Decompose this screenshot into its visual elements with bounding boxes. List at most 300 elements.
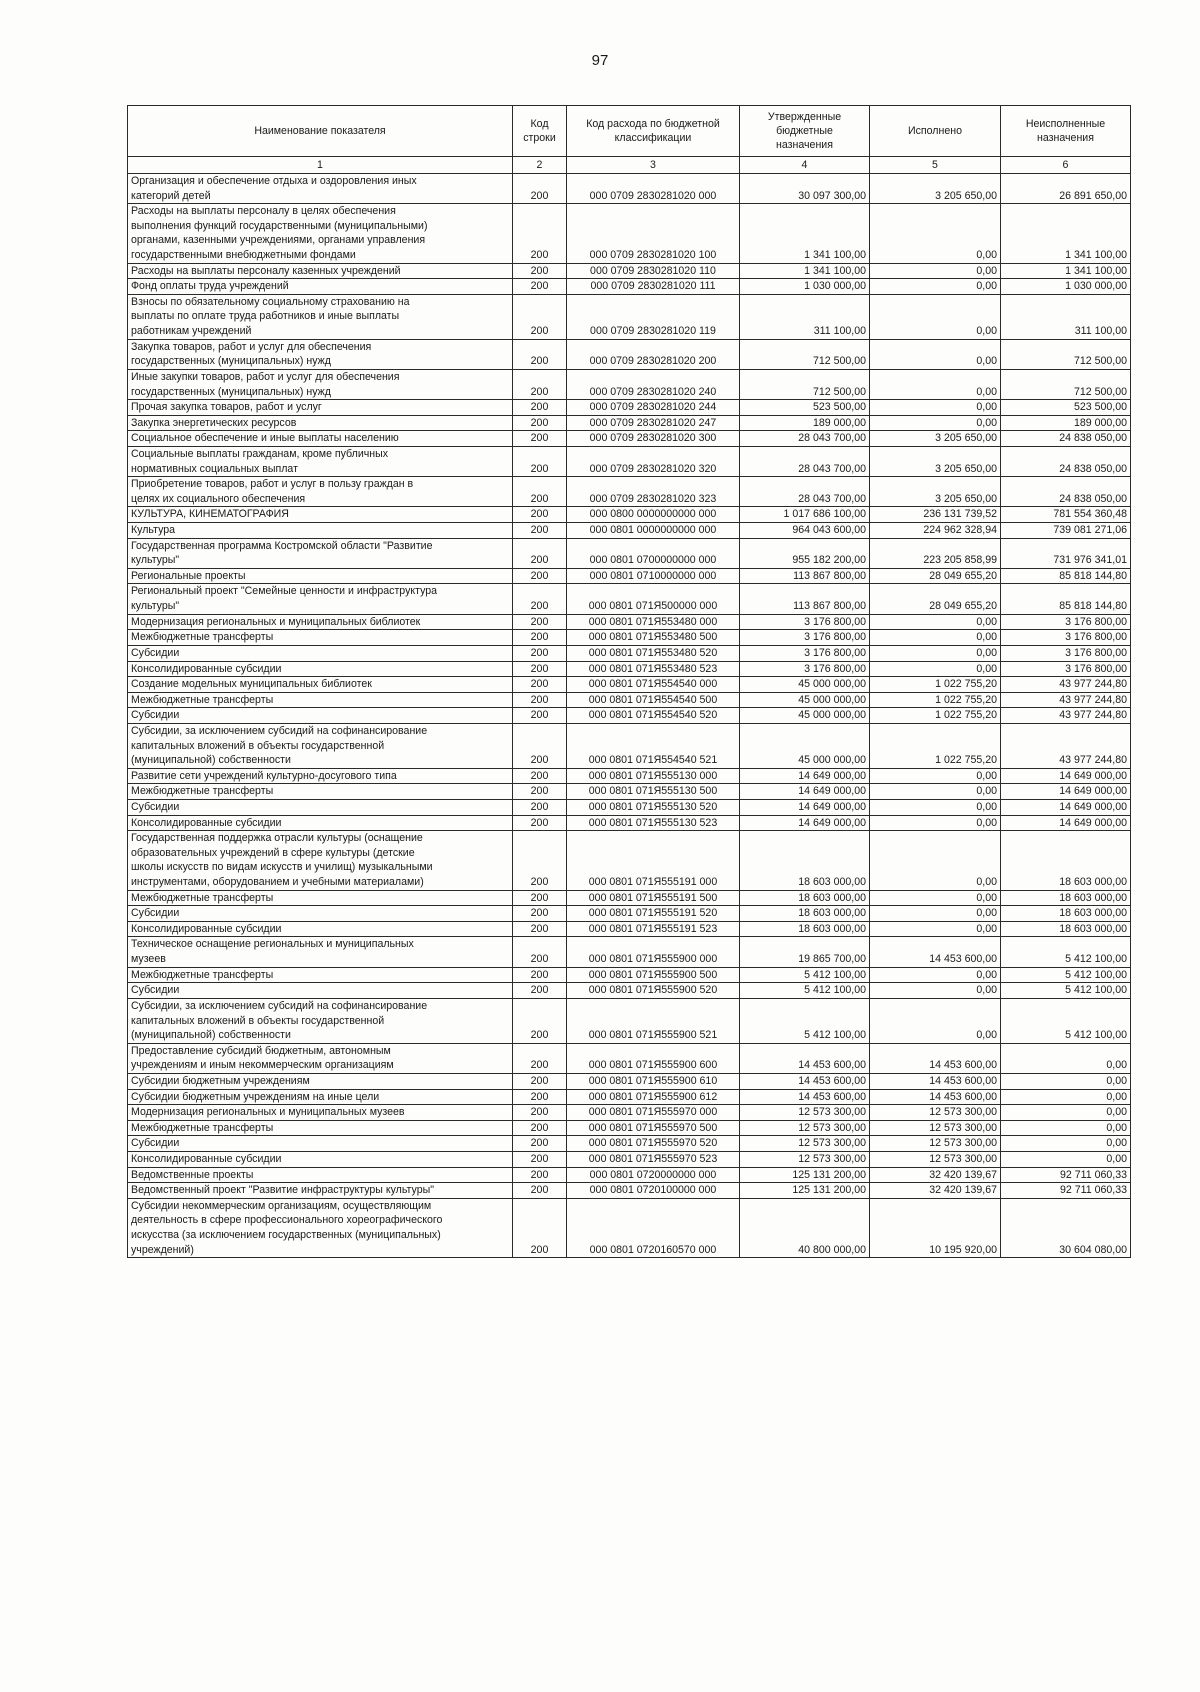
indicator-name-cell: Консолидированные субсидии xyxy=(128,815,513,831)
table-row xyxy=(128,1089,1131,1105)
budget-code-cell: 000 0801 071Я554540 500 xyxy=(567,692,740,708)
approved-amount-cell: 28 043 700,00 xyxy=(740,477,870,507)
column-index: 3 xyxy=(567,157,740,174)
unexecuted-amount-cell: 3 176 800,00 xyxy=(1001,645,1131,661)
page-number: 97 xyxy=(591,52,609,69)
approved-amount-cell: 125 131 200,00 xyxy=(740,1183,870,1199)
indicator-name-cell: Субсидии бюджетным учреждениям xyxy=(128,1073,513,1089)
table-row xyxy=(128,477,1131,507)
unexecuted-amount-cell: 14 649 000,00 xyxy=(1001,799,1131,815)
executed-amount-cell: 0,00 xyxy=(870,784,1001,800)
executed-amount-cell: 0,00 xyxy=(870,799,1001,815)
approved-amount-cell: 189 000,00 xyxy=(740,415,870,431)
budget-code-cell: 000 0709 2830281020 320 xyxy=(567,446,740,476)
table-row xyxy=(128,661,1131,677)
indicator-name-cell: Субсидии xyxy=(128,983,513,999)
budget-code-cell: 000 0801 071Я553480 500 xyxy=(567,630,740,646)
row-code-cell: 200 xyxy=(513,339,567,369)
row-code-cell: 200 xyxy=(513,584,567,614)
approved-amount-cell: 45 000 000,00 xyxy=(740,708,870,724)
row-code-cell: 200 xyxy=(513,921,567,937)
row-code-cell: 200 xyxy=(513,661,567,677)
unexecuted-amount-cell: 712 500,00 xyxy=(1001,339,1131,369)
row-code-cell: 200 xyxy=(513,523,567,539)
unexecuted-amount-cell: 5 412 100,00 xyxy=(1001,937,1131,967)
unexecuted-amount-cell: 92 711 060,33 xyxy=(1001,1183,1131,1199)
executed-amount-cell: 14 453 600,00 xyxy=(870,937,1001,967)
unexecuted-amount-cell: 24 838 050,00 xyxy=(1001,477,1131,507)
executed-amount-cell: 0,00 xyxy=(870,983,1001,999)
budget-code-cell: 000 0801 071Я555970 523 xyxy=(567,1152,740,1168)
unexecuted-amount-cell: 43 977 244,80 xyxy=(1001,723,1131,768)
unexecuted-amount-cell: 0,00 xyxy=(1001,1089,1131,1105)
budget-code-cell: 000 0801 071Я555900 612 xyxy=(567,1089,740,1105)
column-index: 1 xyxy=(128,157,513,174)
indicator-name-cell: Субсидии xyxy=(128,906,513,922)
indicator-name-cell: Субсидии xyxy=(128,1136,513,1152)
row-code-cell: 200 xyxy=(513,446,567,476)
row-code-cell: 200 xyxy=(513,1089,567,1105)
unexecuted-amount-cell: 43 977 244,80 xyxy=(1001,677,1131,693)
budget-code-cell: 000 0709 2830281020 000 xyxy=(567,174,740,204)
unexecuted-amount-cell: 781 554 360,48 xyxy=(1001,507,1131,523)
executed-amount-cell: 0,00 xyxy=(870,967,1001,983)
executed-amount-cell: 1 022 755,20 xyxy=(870,708,1001,724)
indicator-name-cell: Прочая закупка товаров, работ и услуг xyxy=(128,400,513,416)
executed-amount-cell: 28 049 655,20 xyxy=(870,584,1001,614)
budget-code-cell: 000 0709 2830281020 323 xyxy=(567,477,740,507)
unexecuted-amount-cell: 92 711 060,33 xyxy=(1001,1167,1131,1183)
approved-amount-cell: 45 000 000,00 xyxy=(740,692,870,708)
unexecuted-amount-cell: 1 341 100,00 xyxy=(1001,263,1131,279)
table-row xyxy=(128,921,1131,937)
approved-amount-cell: 30 097 300,00 xyxy=(740,174,870,204)
table-row xyxy=(128,339,1131,369)
unexecuted-amount-cell: 0,00 xyxy=(1001,1105,1131,1121)
budget-execution-table xyxy=(127,105,1131,1258)
approved-amount-cell: 1 341 100,00 xyxy=(740,263,870,279)
approved-amount-cell: 14 649 000,00 xyxy=(740,768,870,784)
unexecuted-amount-cell: 3 176 800,00 xyxy=(1001,661,1131,677)
indicator-name-cell: КУЛЬТУРА, КИНЕМАТОГРАФИЯ xyxy=(128,507,513,523)
executed-amount-cell: 10 195 920,00 xyxy=(870,1198,1001,1257)
row-code-cell: 200 xyxy=(513,1183,567,1199)
row-code-cell: 200 xyxy=(513,815,567,831)
executed-amount-cell: 0,00 xyxy=(870,400,1001,416)
executed-amount-cell: 12 573 300,00 xyxy=(870,1152,1001,1168)
executed-amount-cell: 3 205 650,00 xyxy=(870,174,1001,204)
row-code-cell: 200 xyxy=(513,645,567,661)
indicator-name-cell: Ведомственный проект "Развитие инфраструктуры культуры" xyxy=(128,1183,513,1199)
unexecuted-amount-cell: 26 891 650,00 xyxy=(1001,174,1131,204)
column-index: 4 xyxy=(740,157,870,174)
row-code-cell: 200 xyxy=(513,1073,567,1089)
budget-code-cell: 000 0801 071Я555970 500 xyxy=(567,1120,740,1136)
row-code-cell: 200 xyxy=(513,784,567,800)
budget-code-cell: 000 0801 071Я554540 521 xyxy=(567,723,740,768)
executed-amount-cell: 14 453 600,00 xyxy=(870,1073,1001,1089)
budget-code-cell: 000 0801 071Я553480 523 xyxy=(567,661,740,677)
executed-amount-cell: 223 205 858,99 xyxy=(870,538,1001,568)
executed-amount-cell: 12 573 300,00 xyxy=(870,1120,1001,1136)
budget-code-cell: 000 0709 2830281020 247 xyxy=(567,415,740,431)
approved-amount-cell: 14 649 000,00 xyxy=(740,799,870,815)
budget-code-cell: 000 0709 2830281020 119 xyxy=(567,294,740,339)
table-row xyxy=(128,1043,1131,1073)
table-row xyxy=(128,815,1131,831)
unexecuted-amount-cell: 0,00 xyxy=(1001,1073,1131,1089)
table-row xyxy=(128,446,1131,476)
row-code-cell: 200 xyxy=(513,1152,567,1168)
table-row xyxy=(128,431,1131,447)
unexecuted-amount-cell: 189 000,00 xyxy=(1001,415,1131,431)
executed-amount-cell: 0,00 xyxy=(870,768,1001,784)
column-index: 5 xyxy=(870,157,1001,174)
unexecuted-amount-cell: 0,00 xyxy=(1001,1043,1131,1073)
indicator-name-cell: Субсидии бюджетным учреждениям на иные цели xyxy=(128,1089,513,1105)
table-row xyxy=(128,584,1131,614)
row-code-cell: 200 xyxy=(513,204,567,263)
table-row xyxy=(128,645,1131,661)
unexecuted-amount-cell: 43 977 244,80 xyxy=(1001,708,1131,724)
column-index: 2 xyxy=(513,157,567,174)
indicator-name-cell: Субсидии xyxy=(128,799,513,815)
budget-code-cell: 000 0709 2830281020 200 xyxy=(567,339,740,369)
table-row xyxy=(128,1198,1131,1257)
approved-amount-cell: 964 043 600,00 xyxy=(740,523,870,539)
table-row xyxy=(128,1136,1131,1152)
unexecuted-amount-cell: 43 977 244,80 xyxy=(1001,692,1131,708)
budget-code-cell: 000 0801 0710000000 000 xyxy=(567,568,740,584)
indicator-name-cell: Иные закупки товаров, работ и услуг для обеспечения государственных (муниципальных) нужд xyxy=(128,369,513,399)
approved-amount-cell: 28 043 700,00 xyxy=(740,446,870,476)
indicator-name-cell: Расходы на выплаты персоналу казенных учреждений xyxy=(128,263,513,279)
unexecuted-amount-cell: 24 838 050,00 xyxy=(1001,431,1131,447)
indicator-name-cell: Создание модельных муниципальных библиотек xyxy=(128,677,513,693)
header-index-row xyxy=(128,157,1131,174)
table-row xyxy=(128,174,1131,204)
row-code-cell: 200 xyxy=(513,998,567,1043)
budget-code-cell: 000 0801 071Я555900 000 xyxy=(567,937,740,967)
row-code-cell: 200 xyxy=(513,630,567,646)
budget-code-cell: 000 0801 071Я553480 000 xyxy=(567,614,740,630)
indicator-name-cell: Организация и обеспечение отдыха и оздоровления иных категорий детей xyxy=(128,174,513,204)
approved-amount-cell: 19 865 700,00 xyxy=(740,937,870,967)
executed-amount-cell: 32 420 139,67 xyxy=(870,1167,1001,1183)
budget-code-cell: 000 0801 071Я555130 523 xyxy=(567,815,740,831)
unexecuted-amount-cell: 3 176 800,00 xyxy=(1001,630,1131,646)
row-code-cell: 200 xyxy=(513,723,567,768)
approved-amount-cell: 40 800 000,00 xyxy=(740,1198,870,1257)
budget-code-cell: 000 0801 071Я555900 600 xyxy=(567,1043,740,1073)
table-row xyxy=(128,1120,1131,1136)
row-code-cell: 200 xyxy=(513,400,567,416)
approved-amount-cell: 1 341 100,00 xyxy=(740,204,870,263)
budget-code-cell: 000 0801 071Я555970 520 xyxy=(567,1136,740,1152)
row-code-cell: 200 xyxy=(513,1120,567,1136)
table-header xyxy=(128,106,1131,174)
executed-amount-cell: 0,00 xyxy=(870,998,1001,1043)
row-code-cell: 200 xyxy=(513,831,567,890)
indicator-name-cell: Межбюджетные трансферты xyxy=(128,1120,513,1136)
approved-amount-cell: 18 603 000,00 xyxy=(740,831,870,890)
indicator-name-cell: Социальное обеспечение и иные выплаты населению xyxy=(128,431,513,447)
table-row xyxy=(128,263,1131,279)
budget-code-cell: 000 0801 0720000000 000 xyxy=(567,1167,740,1183)
unexecuted-amount-cell: 5 412 100,00 xyxy=(1001,967,1131,983)
unexecuted-amount-cell: 1 030 000,00 xyxy=(1001,279,1131,295)
executed-amount-cell: 0,00 xyxy=(870,645,1001,661)
table-row xyxy=(128,768,1131,784)
row-code-cell: 200 xyxy=(513,415,567,431)
unexecuted-amount-cell: 739 081 271,06 xyxy=(1001,523,1131,539)
table-row xyxy=(128,799,1131,815)
indicator-name-cell: Межбюджетные трансферты xyxy=(128,692,513,708)
unexecuted-amount-cell: 0,00 xyxy=(1001,1152,1131,1168)
row-code-cell: 200 xyxy=(513,983,567,999)
indicator-name-cell: Модернизация региональных и муниципальных библиотек xyxy=(128,614,513,630)
row-code-cell: 200 xyxy=(513,1167,567,1183)
approved-amount-cell: 12 573 300,00 xyxy=(740,1105,870,1121)
indicator-name-cell: Консолидированные субсидии xyxy=(128,921,513,937)
header-budget-classification-code: Код расхода по бюджетной классификации xyxy=(567,106,740,157)
executed-amount-cell: 3 205 650,00 xyxy=(870,431,1001,447)
indicator-name-cell: Ведомственные проекты xyxy=(128,1167,513,1183)
approved-amount-cell: 955 182 200,00 xyxy=(740,538,870,568)
indicator-name-cell: Межбюджетные трансферты xyxy=(128,890,513,906)
approved-amount-cell: 113 867 800,00 xyxy=(740,584,870,614)
table-row xyxy=(128,538,1131,568)
executed-amount-cell: 12 573 300,00 xyxy=(870,1136,1001,1152)
approved-amount-cell: 3 176 800,00 xyxy=(740,661,870,677)
budget-code-cell: 000 0801 0720160570 000 xyxy=(567,1198,740,1257)
approved-amount-cell: 28 043 700,00 xyxy=(740,431,870,447)
row-code-cell: 200 xyxy=(513,890,567,906)
approved-amount-cell: 712 500,00 xyxy=(740,339,870,369)
indicator-name-cell: Модернизация региональных и муниципальных музеев xyxy=(128,1105,513,1121)
executed-amount-cell: 0,00 xyxy=(870,921,1001,937)
budget-code-cell: 000 0801 071Я555191 523 xyxy=(567,921,740,937)
budget-code-cell: 000 0709 2830281020 244 xyxy=(567,400,740,416)
indicator-name-cell: Государственная программа Костромской области "Развитие культуры" xyxy=(128,538,513,568)
header-indicator-name: Наименование показателя xyxy=(128,106,513,157)
row-code-cell: 200 xyxy=(513,692,567,708)
executed-amount-cell: 0,00 xyxy=(870,279,1001,295)
approved-amount-cell: 12 573 300,00 xyxy=(740,1136,870,1152)
approved-amount-cell: 5 412 100,00 xyxy=(740,998,870,1043)
table-row xyxy=(128,204,1131,263)
executed-amount-cell: 0,00 xyxy=(870,614,1001,630)
table-row xyxy=(128,890,1131,906)
budget-code-cell: 000 0801 0000000000 000 xyxy=(567,523,740,539)
indicator-name-cell: Межбюджетные трансферты xyxy=(128,630,513,646)
table-row xyxy=(128,708,1131,724)
approved-amount-cell: 18 603 000,00 xyxy=(740,890,870,906)
table-row xyxy=(128,998,1131,1043)
header-row xyxy=(128,106,1131,157)
approved-amount-cell: 523 500,00 xyxy=(740,400,870,416)
table-row xyxy=(128,831,1131,890)
unexecuted-amount-cell: 85 818 144,80 xyxy=(1001,584,1131,614)
header-approved-appropriations: Утвержденные бюджетные назначения xyxy=(740,106,870,157)
indicator-name-cell: Предоставление субсидий бюджетным, автономным учреждениям и иным некоммерческим организациям xyxy=(128,1043,513,1073)
row-code-cell: 200 xyxy=(513,1043,567,1073)
unexecuted-amount-cell: 5 412 100,00 xyxy=(1001,983,1131,999)
indicator-name-cell: Социальные выплаты гражданам, кроме публичных нормативных социальных выплат xyxy=(128,446,513,476)
unexecuted-amount-cell: 1 341 100,00 xyxy=(1001,204,1131,263)
executed-amount-cell: 0,00 xyxy=(870,890,1001,906)
budget-code-cell: 000 0801 071Я555900 610 xyxy=(567,1073,740,1089)
budget-code-cell: 000 0801 071Я555900 521 xyxy=(567,998,740,1043)
table-row xyxy=(128,692,1131,708)
header-executed: Исполнено xyxy=(870,106,1001,157)
table-row xyxy=(128,294,1131,339)
approved-amount-cell: 18 603 000,00 xyxy=(740,906,870,922)
unexecuted-amount-cell: 0,00 xyxy=(1001,1120,1131,1136)
budget-code-cell: 000 0801 071Я555900 500 xyxy=(567,967,740,983)
unexecuted-amount-cell: 85 818 144,80 xyxy=(1001,568,1131,584)
executed-amount-cell: 0,00 xyxy=(870,661,1001,677)
indicator-name-cell: Межбюджетные трансферты xyxy=(128,967,513,983)
executed-amount-cell: 0,00 xyxy=(870,294,1001,339)
row-code-cell: 200 xyxy=(513,294,567,339)
table-row xyxy=(128,983,1131,999)
approved-amount-cell: 5 412 100,00 xyxy=(740,967,870,983)
executed-amount-cell: 224 962 328,94 xyxy=(870,523,1001,539)
row-code-cell: 200 xyxy=(513,677,567,693)
budget-code-cell: 000 0801 071Я555130 520 xyxy=(567,799,740,815)
approved-amount-cell: 3 176 800,00 xyxy=(740,614,870,630)
budget-code-cell: 000 0709 2830281020 240 xyxy=(567,369,740,399)
budget-code-cell: 000 0709 2830281020 300 xyxy=(567,431,740,447)
table-row xyxy=(128,523,1131,539)
indicator-name-cell: Приобретение товаров, работ и услуг в пользу граждан в целях их социального обеспечения xyxy=(128,477,513,507)
row-code-cell: 200 xyxy=(513,369,567,399)
table-row xyxy=(128,400,1131,416)
executed-amount-cell: 28 049 655,20 xyxy=(870,568,1001,584)
table-row xyxy=(128,1152,1131,1168)
budget-code-cell: 000 0801 071Я553480 520 xyxy=(567,645,740,661)
unexecuted-amount-cell: 0,00 xyxy=(1001,1136,1131,1152)
header-row-code: Код строки xyxy=(513,106,567,157)
executed-amount-cell: 1 022 755,20 xyxy=(870,692,1001,708)
table-row xyxy=(128,906,1131,922)
indicator-name-cell: Консолидированные субсидии xyxy=(128,661,513,677)
budget-code-cell: 000 0801 071Я555130 500 xyxy=(567,784,740,800)
row-code-cell: 200 xyxy=(513,431,567,447)
unexecuted-amount-cell: 712 500,00 xyxy=(1001,369,1131,399)
table-row xyxy=(128,784,1131,800)
indicator-name-cell: Культура xyxy=(128,523,513,539)
budget-code-cell: 000 0801 071Я555191 000 xyxy=(567,831,740,890)
row-code-cell: 200 xyxy=(513,614,567,630)
row-code-cell: 200 xyxy=(513,174,567,204)
unexecuted-amount-cell: 523 500,00 xyxy=(1001,400,1131,416)
executed-amount-cell: 3 205 650,00 xyxy=(870,446,1001,476)
table-row xyxy=(128,630,1131,646)
executed-amount-cell: 0,00 xyxy=(870,831,1001,890)
budget-code-cell: 000 0801 071Я555191 500 xyxy=(567,890,740,906)
indicator-name-cell: Субсидии некоммерческим организациям, осуществляющим деятельность в сфере профессионального хореографического искусства (за исключением государственных (муниципальных) учреждений) xyxy=(128,1198,513,1257)
executed-amount-cell: 14 453 600,00 xyxy=(870,1089,1001,1105)
approved-amount-cell: 125 131 200,00 xyxy=(740,1167,870,1183)
budget-code-cell: 000 0709 2830281020 110 xyxy=(567,263,740,279)
executed-amount-cell: 0,00 xyxy=(870,204,1001,263)
row-code-cell: 200 xyxy=(513,507,567,523)
approved-amount-cell: 1 017 686 100,00 xyxy=(740,507,870,523)
table-row xyxy=(128,1105,1131,1121)
unexecuted-amount-cell: 731 976 341,01 xyxy=(1001,538,1131,568)
executed-amount-cell: 0,00 xyxy=(870,906,1001,922)
indicator-name-cell: Расходы на выплаты персоналу в целях обеспечения выполнения функций государственными (муниципальными) органами, казенными учреждениями, органами управления государственными внебюджетными фондами xyxy=(128,204,513,263)
table-row xyxy=(128,614,1131,630)
indicator-name-cell: Региональный проект "Семейные ценности и инфраструктура культуры" xyxy=(128,584,513,614)
executed-amount-cell: 0,00 xyxy=(870,630,1001,646)
budget-code-cell: 000 0801 071Я554540 000 xyxy=(567,677,740,693)
row-code-cell: 200 xyxy=(513,568,567,584)
row-code-cell: 200 xyxy=(513,906,567,922)
indicator-name-cell: Фонд оплаты труда учреждений xyxy=(128,279,513,295)
executed-amount-cell: 0,00 xyxy=(870,339,1001,369)
executed-amount-cell: 0,00 xyxy=(870,815,1001,831)
approved-amount-cell: 14 453 600,00 xyxy=(740,1043,870,1073)
approved-amount-cell: 14 453 600,00 xyxy=(740,1089,870,1105)
budget-code-cell: 000 0801 071Я555130 000 xyxy=(567,768,740,784)
budget-code-cell: 000 0709 2830281020 100 xyxy=(567,204,740,263)
unexecuted-amount-cell: 5 412 100,00 xyxy=(1001,998,1131,1043)
unexecuted-amount-cell: 18 603 000,00 xyxy=(1001,831,1131,890)
indicator-name-cell: Межбюджетные трансферты xyxy=(128,784,513,800)
row-code-cell: 200 xyxy=(513,799,567,815)
unexecuted-amount-cell: 24 838 050,00 xyxy=(1001,446,1131,476)
row-code-cell: 200 xyxy=(513,937,567,967)
unexecuted-amount-cell: 14 649 000,00 xyxy=(1001,815,1131,831)
executed-amount-cell: 32 420 139,67 xyxy=(870,1183,1001,1199)
budget-code-cell: 000 0801 0700000000 000 xyxy=(567,538,740,568)
approved-amount-cell: 45 000 000,00 xyxy=(740,677,870,693)
indicator-name-cell: Субсидии, за исключением субсидий на софинансирование капитальных вложений в объекты государственной (муниципальной) собственности xyxy=(128,998,513,1043)
table-row xyxy=(128,369,1131,399)
table-row xyxy=(128,1183,1131,1199)
table-row xyxy=(128,1073,1131,1089)
budget-code-cell: 000 0801 071Я555191 520 xyxy=(567,906,740,922)
executed-amount-cell: 0,00 xyxy=(870,263,1001,279)
indicator-name-cell: Закупка товаров, работ и услуг для обеспечения государственных (муниципальных) нужд xyxy=(128,339,513,369)
indicator-name-cell: Субсидии xyxy=(128,708,513,724)
executed-amount-cell: 0,00 xyxy=(870,369,1001,399)
approved-amount-cell: 113 867 800,00 xyxy=(740,568,870,584)
approved-amount-cell: 3 176 800,00 xyxy=(740,630,870,646)
row-code-cell: 200 xyxy=(513,1198,567,1257)
unexecuted-amount-cell: 14 649 000,00 xyxy=(1001,768,1131,784)
row-code-cell: 200 xyxy=(513,538,567,568)
approved-amount-cell: 1 030 000,00 xyxy=(740,279,870,295)
approved-amount-cell: 14 649 000,00 xyxy=(740,815,870,831)
row-code-cell: 200 xyxy=(513,263,567,279)
unexecuted-amount-cell: 14 649 000,00 xyxy=(1001,784,1131,800)
executed-amount-cell: 236 131 739,52 xyxy=(870,507,1001,523)
table-row xyxy=(128,1167,1131,1183)
executed-amount-cell: 14 453 600,00 xyxy=(870,1043,1001,1073)
table-row xyxy=(128,937,1131,967)
unexecuted-amount-cell: 311 100,00 xyxy=(1001,294,1131,339)
table-row xyxy=(128,507,1131,523)
indicator-name-cell: Закупка энергетических ресурсов xyxy=(128,415,513,431)
approved-amount-cell: 45 000 000,00 xyxy=(740,723,870,768)
approved-amount-cell: 18 603 000,00 xyxy=(740,921,870,937)
unexecuted-amount-cell: 18 603 000,00 xyxy=(1001,906,1131,922)
executed-amount-cell: 3 205 650,00 xyxy=(870,477,1001,507)
